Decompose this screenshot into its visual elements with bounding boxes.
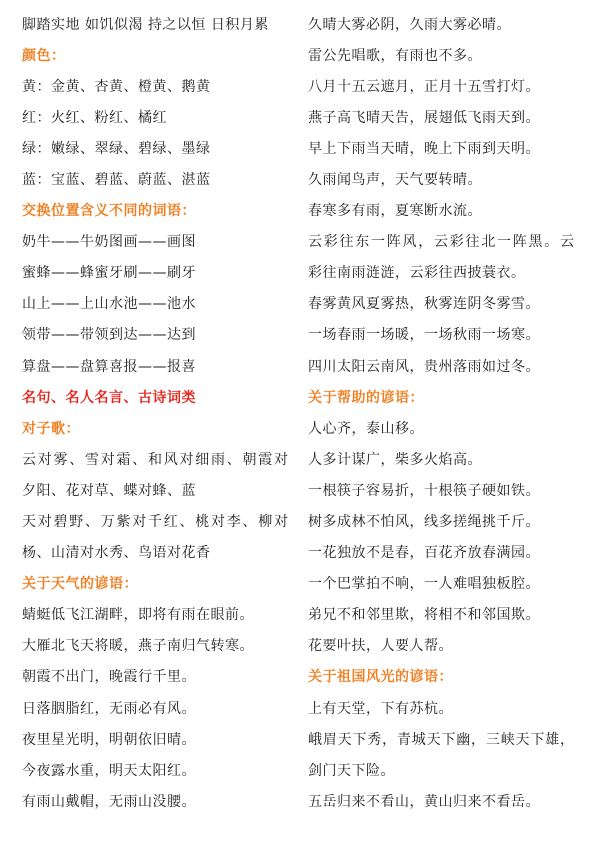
text-line: 脚踏实地 如饥似渴 持之以恒 日积月累 <box>22 16 269 33</box>
text-line: 大雁北飞天将暖，燕子南归气转寒。 <box>22 638 254 655</box>
text-line: 一花独放不是春，百花齐放春满园。 <box>308 545 540 562</box>
text-line: 夜里星光明，明朝依旧晴。 <box>22 731 196 748</box>
text-line: 彩往南雨涟涟，云彩往西披蓑衣。 <box>308 265 526 282</box>
text-line: 峨眉天下秀，青城天下幽，三峡天下雄， <box>308 731 574 748</box>
text-line: 蜻蜓低飞江湖畔，即将有雨在眼前。 <box>22 607 254 624</box>
text-line: 花要叶扶，人要人帮。 <box>308 638 453 655</box>
text-line: 树多成林不怕风，线多搓绳挑千斤。 <box>308 514 540 530</box>
text-line: 五岳归来不看山，黄山归来不看岳。 <box>308 793 540 810</box>
right-column <box>308 10 574 818</box>
text-line: 八月十五云遮月，正月十五雪打灯。 <box>308 78 540 95</box>
text-line: 一场春雨一场暖，一场秋雨一场寒。 <box>308 327 540 344</box>
wrapped-paragraph <box>22 507 288 569</box>
section-heading: 关于帮助的谚语： <box>308 389 424 406</box>
text-line: 弟兄不和邻里欺，将相不和邻国欺。 <box>308 607 540 624</box>
text-line: 剑门天下险。 <box>308 762 395 779</box>
text-line: 早上下雨当天晴，晚上下雨到天明。 <box>308 140 540 157</box>
text-line: 山上——上山水池——池水 <box>22 296 196 313</box>
text-line: 春雾黄风夏雾热，秋雾连阴冬雾雪。 <box>308 296 540 313</box>
text-line: 蜜蜂——蜂蜜牙刷——刷牙 <box>22 265 196 282</box>
text-line: 一个巴掌拍不响，一人难唱独板腔。 <box>308 576 540 593</box>
text-line: 杨、山清对水秀、鸟语对花香 <box>22 545 211 562</box>
text-line: 雷公先唱歌，有雨也不多。 <box>308 47 482 64</box>
text-line: 人心齐，泰山移。 <box>308 420 424 437</box>
wrapped-paragraph <box>308 725 574 787</box>
section-heading: 颜色： <box>22 47 66 64</box>
text-line: 蓝：宝蓝、碧蓝、蔚蓝、湛蓝 <box>22 171 211 188</box>
text-line: 久雨闻鸟声，天气要转晴。 <box>308 171 482 188</box>
text-line: 天对碧野、万紫对千红、桃对李、柳对 <box>22 514 288 530</box>
text-line: 云彩往东一阵风，云彩往北一阵黑。云 <box>308 234 574 251</box>
text-line: 黄：金黄、杏黄、橙黄、鹅黄 <box>22 78 211 95</box>
text-line: 久晴大雾必阴，久雨大雾必晴。 <box>308 16 511 33</box>
text-line: 日落胭脂红，无雨必有风。 <box>22 700 196 717</box>
section-heading: 对子歌： <box>22 420 80 437</box>
section-heading: 关于天气的谚语： <box>22 576 138 593</box>
text-line: 春寒多有雨，夏寒断水流。 <box>308 203 482 220</box>
text-line: 算盘——盘算喜报——报喜 <box>22 358 196 375</box>
text-line: 一根筷子容易折，十根筷子硬如铁。 <box>308 482 540 499</box>
text-line: 奶牛——牛奶图画——画图 <box>22 234 196 251</box>
text-line: 四川太阳云南风，贵州落雨如过冬。 <box>308 358 540 375</box>
wrapped-paragraph <box>308 227 574 289</box>
text-line: 领带——带领到达——达到 <box>22 327 196 344</box>
left-column <box>22 10 288 818</box>
text-line: 红：火红、粉红、橘红 <box>22 109 167 126</box>
text-line: 上有天堂，下有苏杭。 <box>308 700 453 717</box>
wrapped-paragraph <box>22 445 288 507</box>
text-line: 夕阳、花对草、蝶对蜂、蓝 <box>22 482 196 499</box>
text-line: 燕子高飞晴天告，展翅低飞雨天到。 <box>308 109 540 126</box>
section-heading: 关于祖国风光的谚语： <box>308 669 453 686</box>
category-heading: 名句、名人名言、古诗词类 <box>22 389 196 406</box>
text-line: 云对雾、雪对霜、和风对细雨、朝霞对 <box>22 451 288 468</box>
text-line: 绿：嫩绿、翠绿、碧绿、墨绿 <box>22 140 211 157</box>
text-line: 今夜露水重，明天太阳红。 <box>22 762 196 779</box>
text-line: 朝霞不出门，晚霞行千里。 <box>22 669 196 686</box>
text-line: 人多计谋广，柴多火焰高。 <box>308 451 482 468</box>
section-heading: 交换位置含义不同的词语： <box>22 203 196 220</box>
text-line: 有雨山戴帽，无雨山没腰。 <box>22 793 196 810</box>
